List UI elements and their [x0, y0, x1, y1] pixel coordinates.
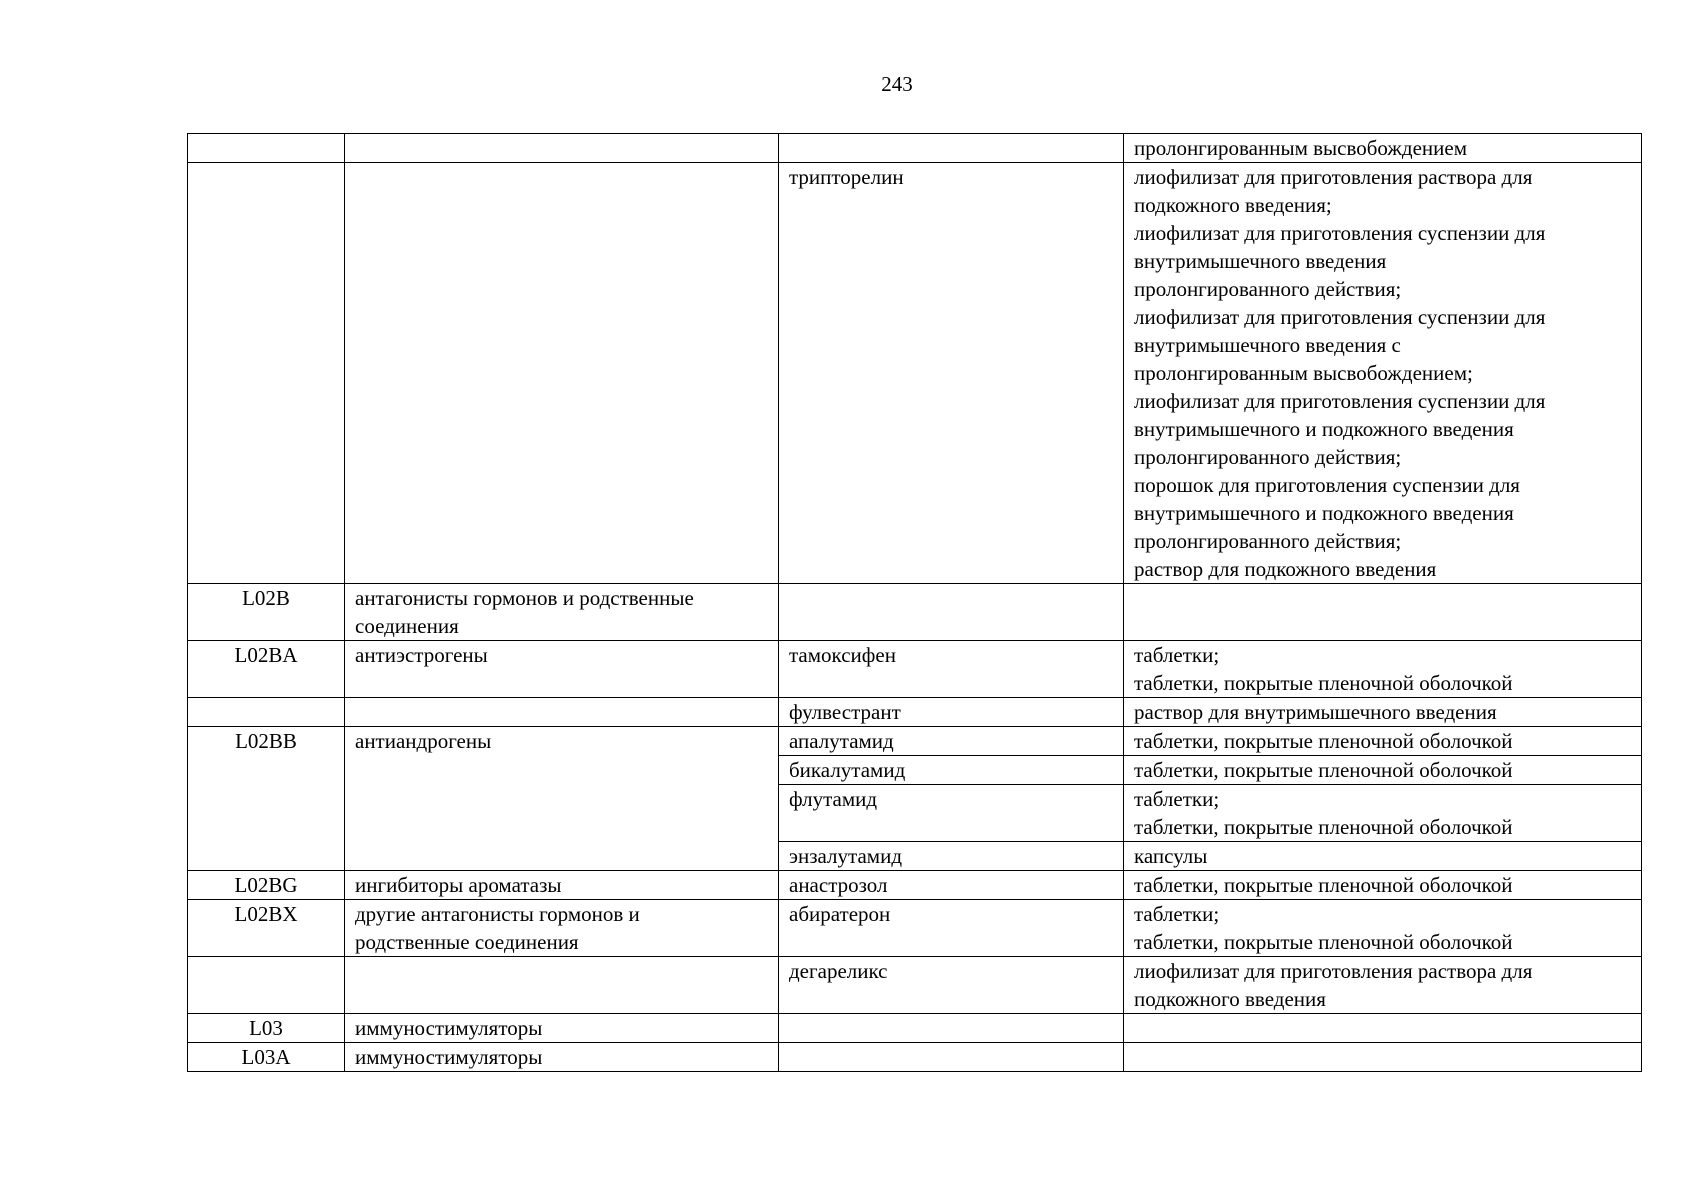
table-row: [188, 641, 1642, 698]
group-name-cell: [345, 698, 779, 727]
group-name-cell: [345, 727, 779, 871]
drug-name-cell: [779, 1014, 1124, 1043]
dosage-form-cell: [1124, 698, 1642, 727]
dosage-form-line: таблетки, покрытые пленочной оболочкой: [1134, 873, 1513, 897]
dosage-form-line: капсулы: [1134, 844, 1208, 868]
group-name-cell: [345, 1043, 779, 1072]
dosage-form-line: раствор для внутримышечного введения: [1134, 700, 1497, 724]
dosage-form-line: пролонгированным высвобождением: [1134, 136, 1467, 160]
group-name-line: антиэстрогены: [355, 643, 488, 667]
dosage-form-line: внутримышечного и подкожного введения: [1134, 417, 1514, 441]
dosage-form-cell: [1124, 957, 1642, 1014]
dosage-form-cell: [1124, 727, 1642, 756]
dosage-form-line: лиофилизат для приготовления суспензии для: [1134, 305, 1546, 329]
atc-code-cell: [188, 698, 345, 727]
drug-name-cell: флутамид: [779, 785, 1124, 842]
table-row: [188, 900, 1642, 957]
dosage-form-line: внутримышечного и подкожного введения: [1134, 501, 1514, 525]
table-row: [188, 163, 1642, 584]
group-name-line: родственные соединения: [355, 930, 579, 954]
dosage-form-cell: [1124, 584, 1642, 641]
drug-name-cell: энзалутамид: [779, 842, 1124, 871]
group-name-line: антагонисты гормонов и родственные: [355, 586, 694, 610]
atc-code-cell: L03A: [188, 1043, 345, 1072]
group-name-line: ингибиторы ароматазы: [355, 873, 562, 897]
atc-code-cell: L02B: [188, 584, 345, 641]
dosage-form-cell: [1124, 1014, 1642, 1043]
page-number: 243: [881, 72, 913, 96]
group-name-cell: [345, 871, 779, 900]
atc-code-cell: L02BB: [188, 727, 345, 871]
table-row: [188, 698, 1642, 727]
dosage-form-cell: [1124, 163, 1642, 584]
group-name-cell: [345, 641, 779, 698]
drug-name-cell: фулвестрант: [779, 698, 1124, 727]
atc-code-cell: [188, 134, 345, 163]
group-name-line: антиандрогены: [355, 729, 492, 753]
dosage-form-cell: [1124, 900, 1642, 957]
dosage-form-line: лиофилизат для приготовления суспензии для: [1134, 221, 1546, 245]
dosage-form-cell: [1124, 871, 1642, 900]
drug-name-cell: анастрозол: [779, 871, 1124, 900]
drug-name-cell: бикалутамид: [779, 756, 1124, 785]
drug-name-cell: [779, 1043, 1124, 1072]
dosage-form-line: пролонгированного действия;: [1134, 445, 1402, 469]
dosage-form-line: таблетки, покрытые пленочной оболочкой: [1134, 729, 1513, 753]
dosage-form-line: раствор для подкожного введения: [1134, 557, 1437, 581]
dosage-form-line: лиофилизат для приготовления раствора для: [1134, 959, 1533, 983]
table-row: [188, 1014, 1642, 1043]
dosage-form-line: внутримышечного введения: [1134, 249, 1387, 273]
group-name-cell: [345, 900, 779, 957]
atc-code-cell: L02BG: [188, 871, 345, 900]
group-name-cell: [345, 134, 779, 163]
dosage-form-line: пролонгированного действия;: [1134, 277, 1402, 301]
dosage-form-line: таблетки;: [1134, 787, 1220, 811]
dosage-form-cell: [1124, 641, 1642, 698]
drug-name-cell: апалутамид: [779, 727, 1124, 756]
table-row: [188, 871, 1642, 900]
dosage-form-line: пролонгированным высвобождением;: [1134, 361, 1473, 385]
group-name-cell: [345, 584, 779, 641]
dosage-form-line: таблетки, покрытые пленочной оболочкой: [1134, 758, 1513, 782]
group-name-line: соединения: [355, 614, 459, 638]
dosage-form-cell: [1124, 842, 1642, 871]
dosage-form-line: подкожного введения;: [1134, 193, 1332, 217]
dosage-form-line: таблетки;: [1134, 643, 1220, 667]
group-name-cell: [345, 957, 779, 1014]
table-row: [188, 1043, 1642, 1072]
group-name-cell: [345, 163, 779, 584]
dosage-form-line: лиофилизат для приготовления раствора для: [1134, 165, 1533, 189]
atc-code-cell: L02BA: [188, 641, 345, 698]
medication-table: [187, 133, 1642, 1072]
table-row: [188, 584, 1642, 641]
table-row: [188, 727, 1642, 756]
dosage-form-cell: [1124, 756, 1642, 785]
table-row: [188, 134, 1642, 163]
group-name-line: другие антагонисты гормонов и: [355, 902, 640, 926]
drug-name-cell: тамоксифен: [779, 641, 1124, 698]
dosage-form-line: таблетки, покрытые пленочной оболочкой: [1134, 671, 1513, 695]
dosage-form-line: лиофилизат для приготовления суспензии для: [1134, 389, 1546, 413]
drug-name-cell: дегареликс: [779, 957, 1124, 1014]
group-name-line: иммуностимуляторы: [355, 1016, 543, 1040]
drug-name-cell: [779, 134, 1124, 163]
drug-name-cell: трипторелин: [779, 163, 1124, 584]
atc-code-cell: [188, 163, 345, 584]
group-name-line: иммуностимуляторы: [355, 1045, 543, 1069]
atc-code-cell: L02BX: [188, 900, 345, 957]
dosage-form-line: пролонгированного действия;: [1134, 529, 1402, 553]
table-row: [188, 957, 1642, 1014]
dosage-form-cell: [1124, 134, 1642, 163]
group-name-cell: [345, 1014, 779, 1043]
atc-code-cell: L03: [188, 1014, 345, 1043]
dosage-form-line: таблетки;: [1134, 902, 1220, 926]
dosage-form-line: внутримышечного введения с: [1134, 333, 1401, 357]
dosage-form-line: подкожного введения: [1134, 987, 1326, 1011]
dosage-form-line: порошок для приготовления суспензии для: [1134, 473, 1520, 497]
dosage-form-line: таблетки, покрытые пленочной оболочкой: [1134, 930, 1513, 954]
dosage-form-line: таблетки, покрытые пленочной оболочкой: [1134, 815, 1513, 839]
dosage-form-cell: [1124, 1043, 1642, 1072]
dosage-form-cell: [1124, 785, 1642, 842]
drug-name-cell: абиратерон: [779, 900, 1124, 957]
drug-name-cell: [779, 584, 1124, 641]
atc-code-cell: [188, 957, 345, 1014]
